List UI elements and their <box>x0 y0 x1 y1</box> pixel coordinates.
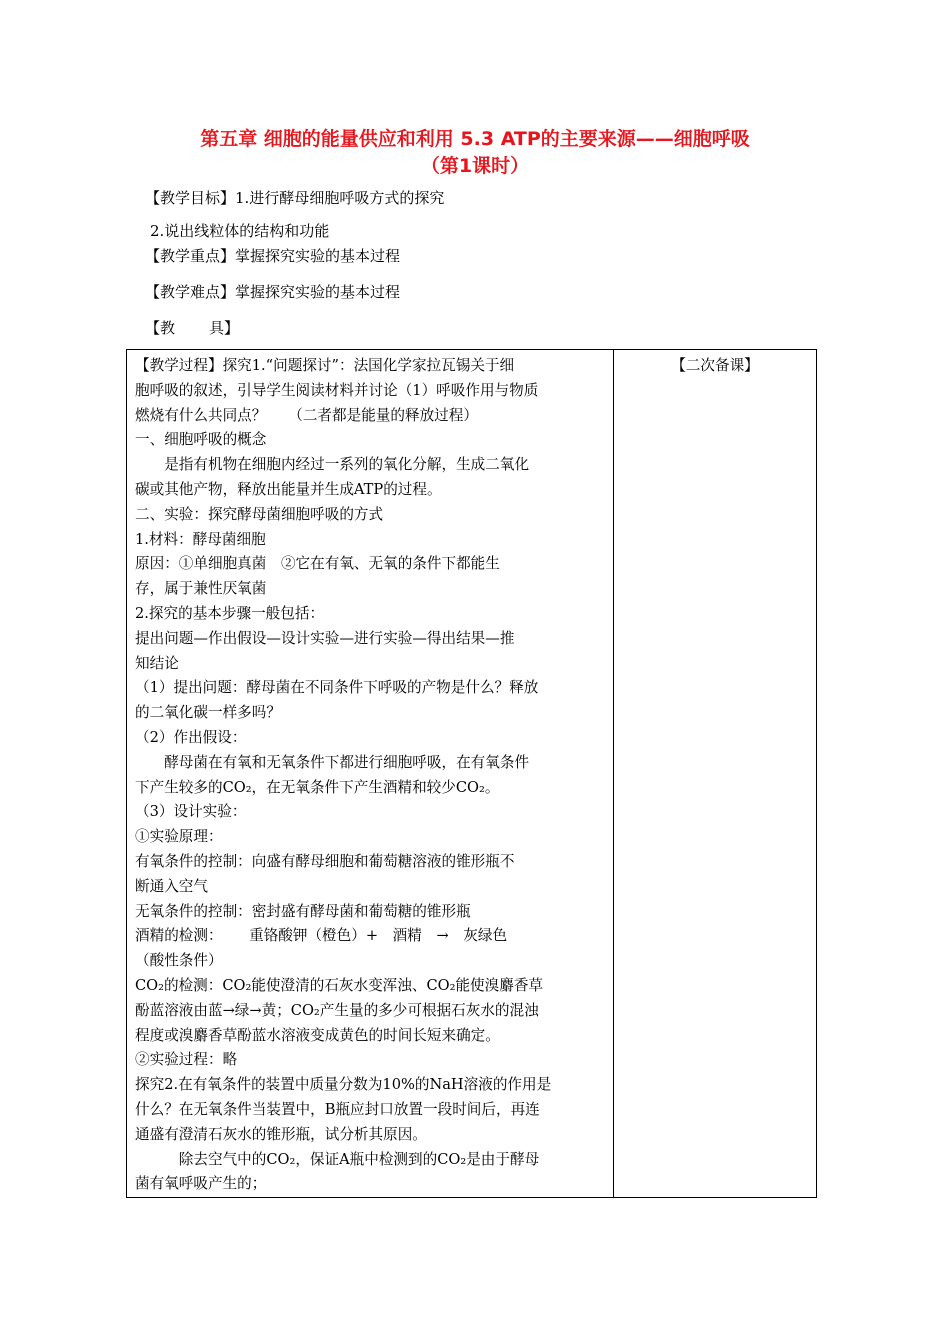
teaching-tools-right: 具】 <box>209 319 240 337</box>
secondary-prep-header: 【二次备课】 <box>671 357 759 374</box>
process-line: （酸性条件） <box>135 952 223 970</box>
process-line: 断通入空气 <box>135 877 208 895</box>
process-line: 酒精的检测： 重铬酸钾（橙色）+ 酒精 → 灰绿色 <box>135 927 508 945</box>
teaching-process-cell <box>127 350 614 1198</box>
secondary-prep-cell <box>614 350 817 1198</box>
process-line: 菌有氧呼吸产生的； <box>135 1175 267 1193</box>
process-line: 除去空气中的CO₂，保证A瓶中检测到的CO₂是由于酵母 <box>135 1150 540 1168</box>
teaching-process-text <box>127 350 613 1197</box>
process-line: CO₂的检测：CO₂能使澄清的石灰水变浑浊、CO₂能使溴麝香草 <box>135 976 544 994</box>
process-line: 碳或其他产物，释放出能量并生成ATP的过程。 <box>135 480 442 498</box>
process-line: 酚蓝溶液由蓝→绿→黄；CO₂产生量的多少可根据石灰水的混浊 <box>135 1001 539 1019</box>
process-line: （2）作出假设： <box>135 728 247 746</box>
process-line: 1.材料：酵母菌细胞 <box>135 530 266 548</box>
process-line: 程度或溴麝香草酚蓝水溶液变成黄色的时间长短来确定。 <box>135 1026 500 1044</box>
teaching-difficulty: 【教学难点】掌握探究实验的基本过程 <box>145 283 401 301</box>
process-line: 原因：①单细胞真菌 ②它在有氧、无氧的条件下都能生 <box>135 555 500 573</box>
teaching-tools-left: 【教 <box>145 319 176 337</box>
process-line: 什么？在无氧条件当装置中，B瓶应封口放置一段时间后，再连 <box>135 1100 540 1118</box>
process-line: ②实验过程：略 <box>135 1051 238 1069</box>
process-line: 探究2.在有氧条件的装置中质量分数为10%的NaH溶液的作用是 <box>135 1076 552 1094</box>
process-line: 一、细胞呼吸的概念 <box>135 431 267 449</box>
process-line: （3）设计实验： <box>135 803 247 821</box>
teaching-key-point: 【教学重点】掌握探究实验的基本过程 <box>145 247 401 265</box>
process-line: 燃烧有什么共同点？ （二者都是能量的释放过程） <box>135 406 478 424</box>
lesson-table <box>126 349 817 1198</box>
teaching-objective: 【教学目标】1.进行酵母细胞呼吸方式的探究 <box>145 189 445 207</box>
page-title-line2: （第1课时） <box>420 155 530 177</box>
process-line: 2.探究的基本步骤一般包括： <box>135 604 325 622</box>
process-line: 是指有机物在细胞内经过一系列的氧化分解，生成二氧化 <box>135 456 530 474</box>
teaching-tools <box>145 318 239 338</box>
process-line: 二、实验：探究酵母菌细胞呼吸的方式 <box>135 505 384 523</box>
process-line: 胞呼吸的叙述，引导学生阅读材料并讨论（1）呼吸作用与物质 <box>135 381 539 399</box>
process-line: 知结论 <box>135 654 179 672</box>
process-line: 下产生较多的CO₂，在无氧条件下产生酒精和较少CO₂。 <box>135 778 500 796</box>
process-line: 酵母菌在有氧和无氧条件下都进行细胞呼吸，在有氧条件 <box>135 753 530 771</box>
process-line: 通盛有澄清石灰水的锥形瓶，试分析其原因。 <box>135 1125 427 1143</box>
process-line: 有氧条件的控制：向盛有酵母细胞和葡萄糖溶液的锥形瓶不 <box>135 852 515 870</box>
process-line: 存，属于兼性厌氧菌 <box>135 580 267 598</box>
teaching-objective-2: 2.说出线粒体的结构和功能 <box>150 222 330 240</box>
process-line: 无氧条件的控制：密封盛有酵母菌和葡萄糖的锥形瓶 <box>135 902 471 920</box>
process-line: 的二氧化碳一样多吗？ <box>135 704 281 722</box>
process-line: 提出问题—作出假设—设计实验—进行实验—得出结果—推 <box>135 629 515 647</box>
process-line: 【教学过程】探究1.“问题探讨”：法国化学家拉瓦锡关于细 <box>135 357 515 374</box>
process-line: （1）提出问题：酵母菌在不同条件下呼吸的产物是什么？释放 <box>135 679 539 697</box>
page-title-line1: 第五章 细胞的能量供应和利用 5.3 ATP的主要来源——细胞呼吸 <box>200 128 750 150</box>
process-line: ①实验原理： <box>135 828 223 846</box>
